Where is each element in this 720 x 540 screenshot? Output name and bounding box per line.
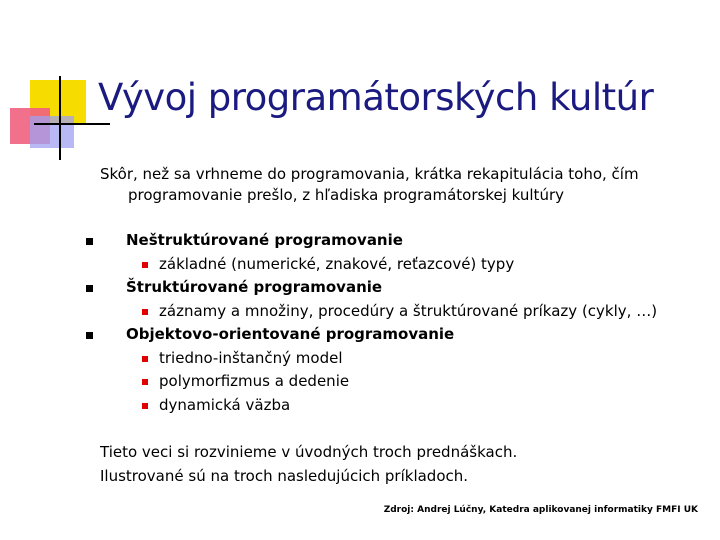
section-item [100, 323, 710, 347]
section-label: Štruktúrované programovanie [126, 278, 383, 296]
section-item [100, 229, 710, 253]
decorative-logo [0, 0, 110, 165]
sub-item [100, 253, 710, 277]
red-square-bullet-icon [142, 403, 148, 409]
sub-item-label: dynamická väzba [159, 395, 291, 414]
source-credit: Zdroj: Andrej Lúčny, Katedra aplikovanej informatiky FMFI UK [383, 505, 698, 515]
square-bullet-icon [86, 238, 93, 245]
intro-text [100, 164, 700, 206]
red-square-bullet-icon [142, 262, 148, 268]
intro-line-2: programovanie prešlo, z hľadiska programátorskej kultúry [128, 186, 564, 204]
sub-item [100, 394, 710, 418]
sub-item [100, 370, 710, 394]
sub-item [100, 347, 710, 371]
section-item [100, 276, 710, 300]
outro-text [100, 440, 517, 488]
square-bullet-icon [86, 285, 93, 292]
square-bullet-icon [86, 332, 93, 339]
section-label: Objektovo-orientované programovanie [126, 325, 455, 343]
sub-item [100, 300, 710, 324]
intro-line-1: Skôr, než sa vrhneme do programovania, krátka rekapitulácia toho, čím [100, 165, 639, 183]
red-square-bullet-icon [142, 379, 148, 385]
sub-item-label: základné (numerické, znakové, reťazcové) typy [159, 254, 515, 273]
topic-list [100, 229, 710, 417]
sub-item-label: záznamy a množiny, procedúry a štruktúrované príkazy (cykly, …) [159, 301, 658, 320]
section-label: Neštruktúrované programovanie [126, 231, 403, 249]
red-square-bullet-icon [142, 356, 148, 362]
sub-item-label: triedno-inštančný model [159, 348, 343, 367]
outro-line-1: Tieto veci si rozvinieme v úvodných troch prednáškach. [100, 443, 518, 461]
sub-item-label: polymorfizmus a dedenie [159, 372, 350, 390]
slide-title: Vývoj programátorských kultúr [98, 76, 654, 119]
outro-line-2: Ilustrované sú na troch nasledujúcich príkladoch. [100, 467, 469, 485]
red-square-bullet-icon [142, 309, 148, 315]
